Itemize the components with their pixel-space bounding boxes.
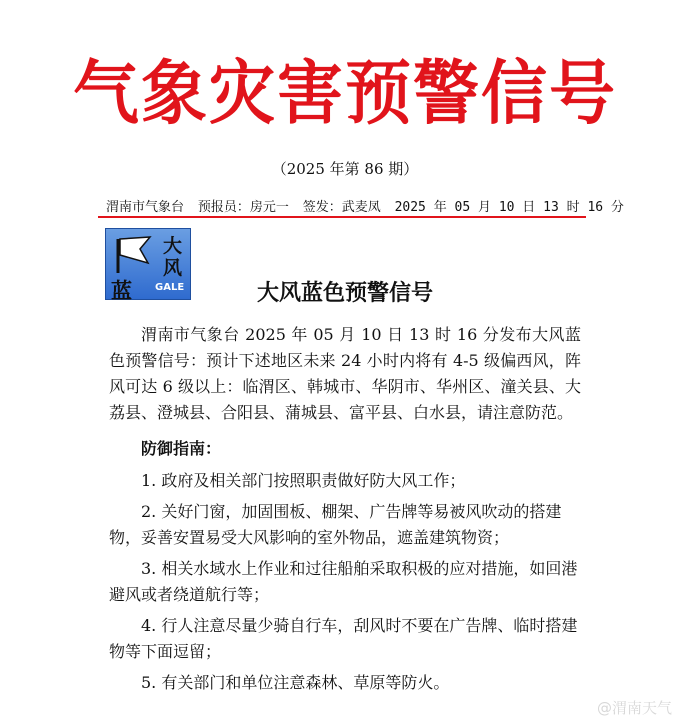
icon-char-feng: 风 — [163, 257, 183, 279]
issue-datetime: 2025 年 05 月 10 日 13 时 16 分 — [394, 200, 624, 215]
guide-heading: 防御指南： — [141, 439, 222, 458]
guide-item: 4. 行人注意尽量少骑自行车，刮风时不要在广告牌、临时搭建物等下面逗留； — [109, 616, 578, 661]
issue-number: （2025 年第 86 期） — [271, 160, 419, 178]
guide-item: 1. 政府及相关部门按照职责做好防大风工作； — [141, 471, 466, 490]
weibo-watermark: @渭南天气 — [596, 699, 672, 717]
reporter-label: 预报员： — [197, 200, 250, 215]
signer-field — [303, 200, 381, 215]
icon-level-blue: 蓝 — [111, 279, 132, 303]
header-rule — [98, 216, 586, 218]
masthead-title: 气象灾害预警信号 — [73, 52, 617, 134]
icon-char-da: 大 — [163, 235, 183, 257]
wind-flag-icon — [110, 233, 156, 275]
guide-item: 2. 关好门窗，加固围板、棚架、广告牌等易被风吹动的搭建物，妥善安置易受大风影响的室外物品，遮盖建筑物资； — [109, 502, 562, 547]
agency-name: 渭南市气象台 — [106, 200, 185, 215]
signer-label: 签发： — [302, 200, 342, 215]
guide-item: 5. 有关部门和单位注意森林、草原等防火。 — [141, 673, 450, 692]
icon-gale-label: GALE — [155, 282, 185, 293]
signer-name: 武麦凤 — [341, 200, 381, 215]
issuer-line — [106, 196, 630, 215]
guide-list — [109, 468, 581, 701]
reporter-field — [198, 200, 289, 215]
guide-item: 3. 相关水域水上作业和过往船舶采取积极的应对措施，如回港避风或者绕道航行等； — [109, 559, 578, 604]
reporter-name: 房元一 — [249, 200, 289, 215]
warning-title: 大风蓝色预警信号 — [256, 281, 433, 306]
warning-body: 渭南市气象台 2025 年 05 月 10 日 13 时 16 分发布大风蓝色预警信号：预计下述地区未来 24 小时内将有 4-5 级偏西风，阵风可达 6 级以上：临渭区、韩城市、华阴市、华州区、潼关县、大荔县、澄城县、合阳县、蒲城县、富平县、白水县，请注意防范。 — [109, 325, 581, 422]
